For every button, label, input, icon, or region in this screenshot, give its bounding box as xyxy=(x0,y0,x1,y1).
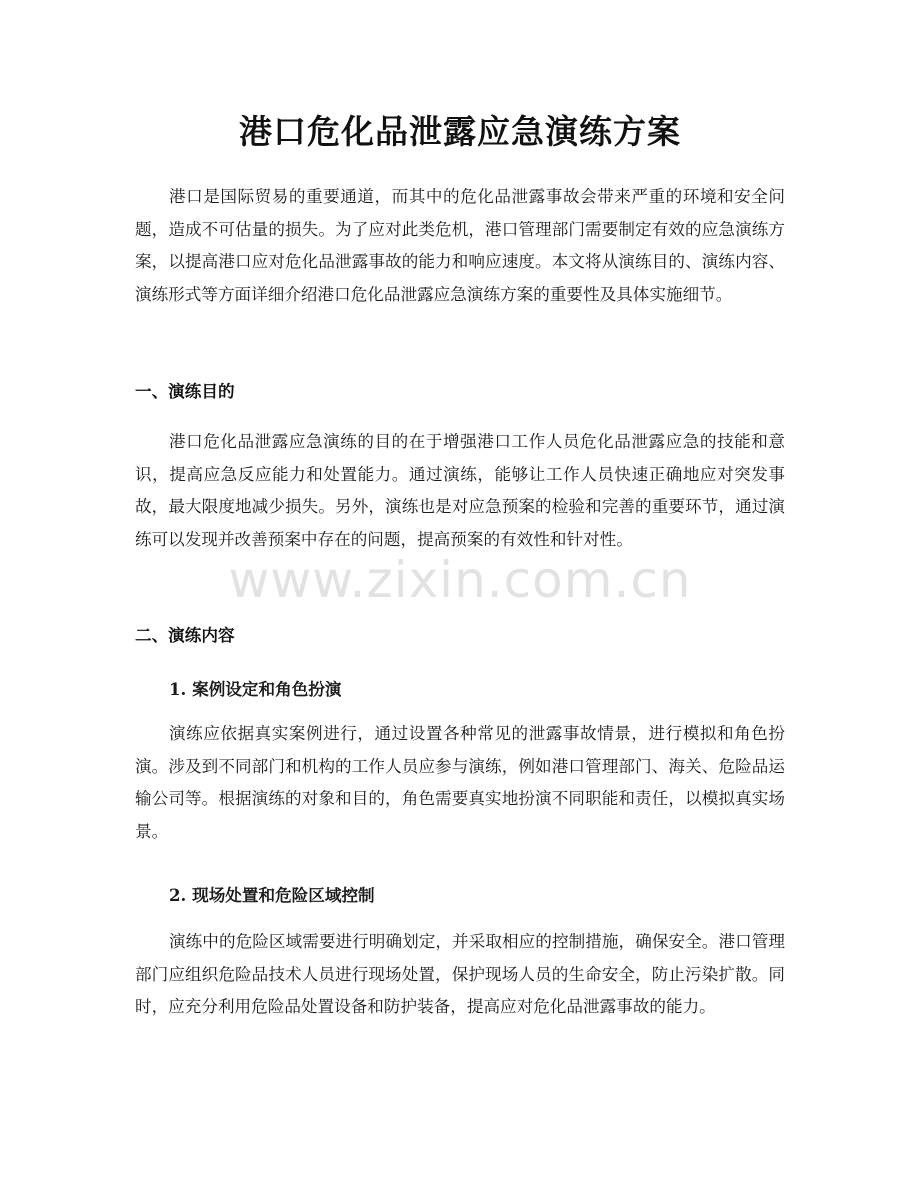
section-heading-purpose: 一、演练目的 xyxy=(135,382,235,401)
subheading-case-roleplay: 1. 案例设定和角色扮演 xyxy=(169,679,342,699)
case-roleplay-paragraph: 演练应依据真实案例进行，通过设置各种常见的泄露事故情景，进行模拟和角色扮演。涉及到不同部门和机构的工作人员应参与演练，例如港口管理部门、海关、危险品运输公司等。根据演练的对象和目的，角色需要真实地扮演不同职能和责任，以模拟真实场景。 xyxy=(135,724,785,841)
page-title: 港口危化品泄露应急演练方案 xyxy=(239,112,681,151)
purpose-paragraph: 港口危化品泄露应急演练的目的在于增强港口工作人员危化品泄露应急的技能和意识，提高应急反应能力和处置能力。通过演练，能够让工作人员快速正确地应对突发事故，最大限度地减少损失。另外，演练也是对应急预案的检验和完善的重要环节，通过演练可以发现并改善预案中存在的问题，提高预案的有效性和针对性。 xyxy=(135,432,785,549)
watermark: www.zixin.com.cn xyxy=(228,551,692,609)
subheading-onsite-control: 2. 现场处置和危险区域控制 xyxy=(169,885,375,905)
onsite-control-paragraph: 演练中的危险区域需要进行明确划定，并采取相应的控制措施，确保安全。港口管理部门应组织危险品技术人员进行现场处置，保护现场人员的生命安全，防止污染扩散。同时，应充分利用危险品处置设备和防护装备，提高应对危化品泄露事故的能力。 xyxy=(135,932,785,1016)
intro-paragraph: 港口是国际贸易的重要通道，而其中的危化品泄露事故会带来严重的环境和安全问题，造成不可估量的损失。为了应对此类危机，港口管理部门需要制定有效的应急演练方案，以提高港口应对危化品泄露事故的能力和响应速度。本文将从演练目的、演练内容、演练形式等方面详细介绍港口危化品泄露应急演练方案的重要性及具体实施细节。 xyxy=(135,187,785,304)
section-heading-content: 二、演练内容 xyxy=(135,626,235,645)
